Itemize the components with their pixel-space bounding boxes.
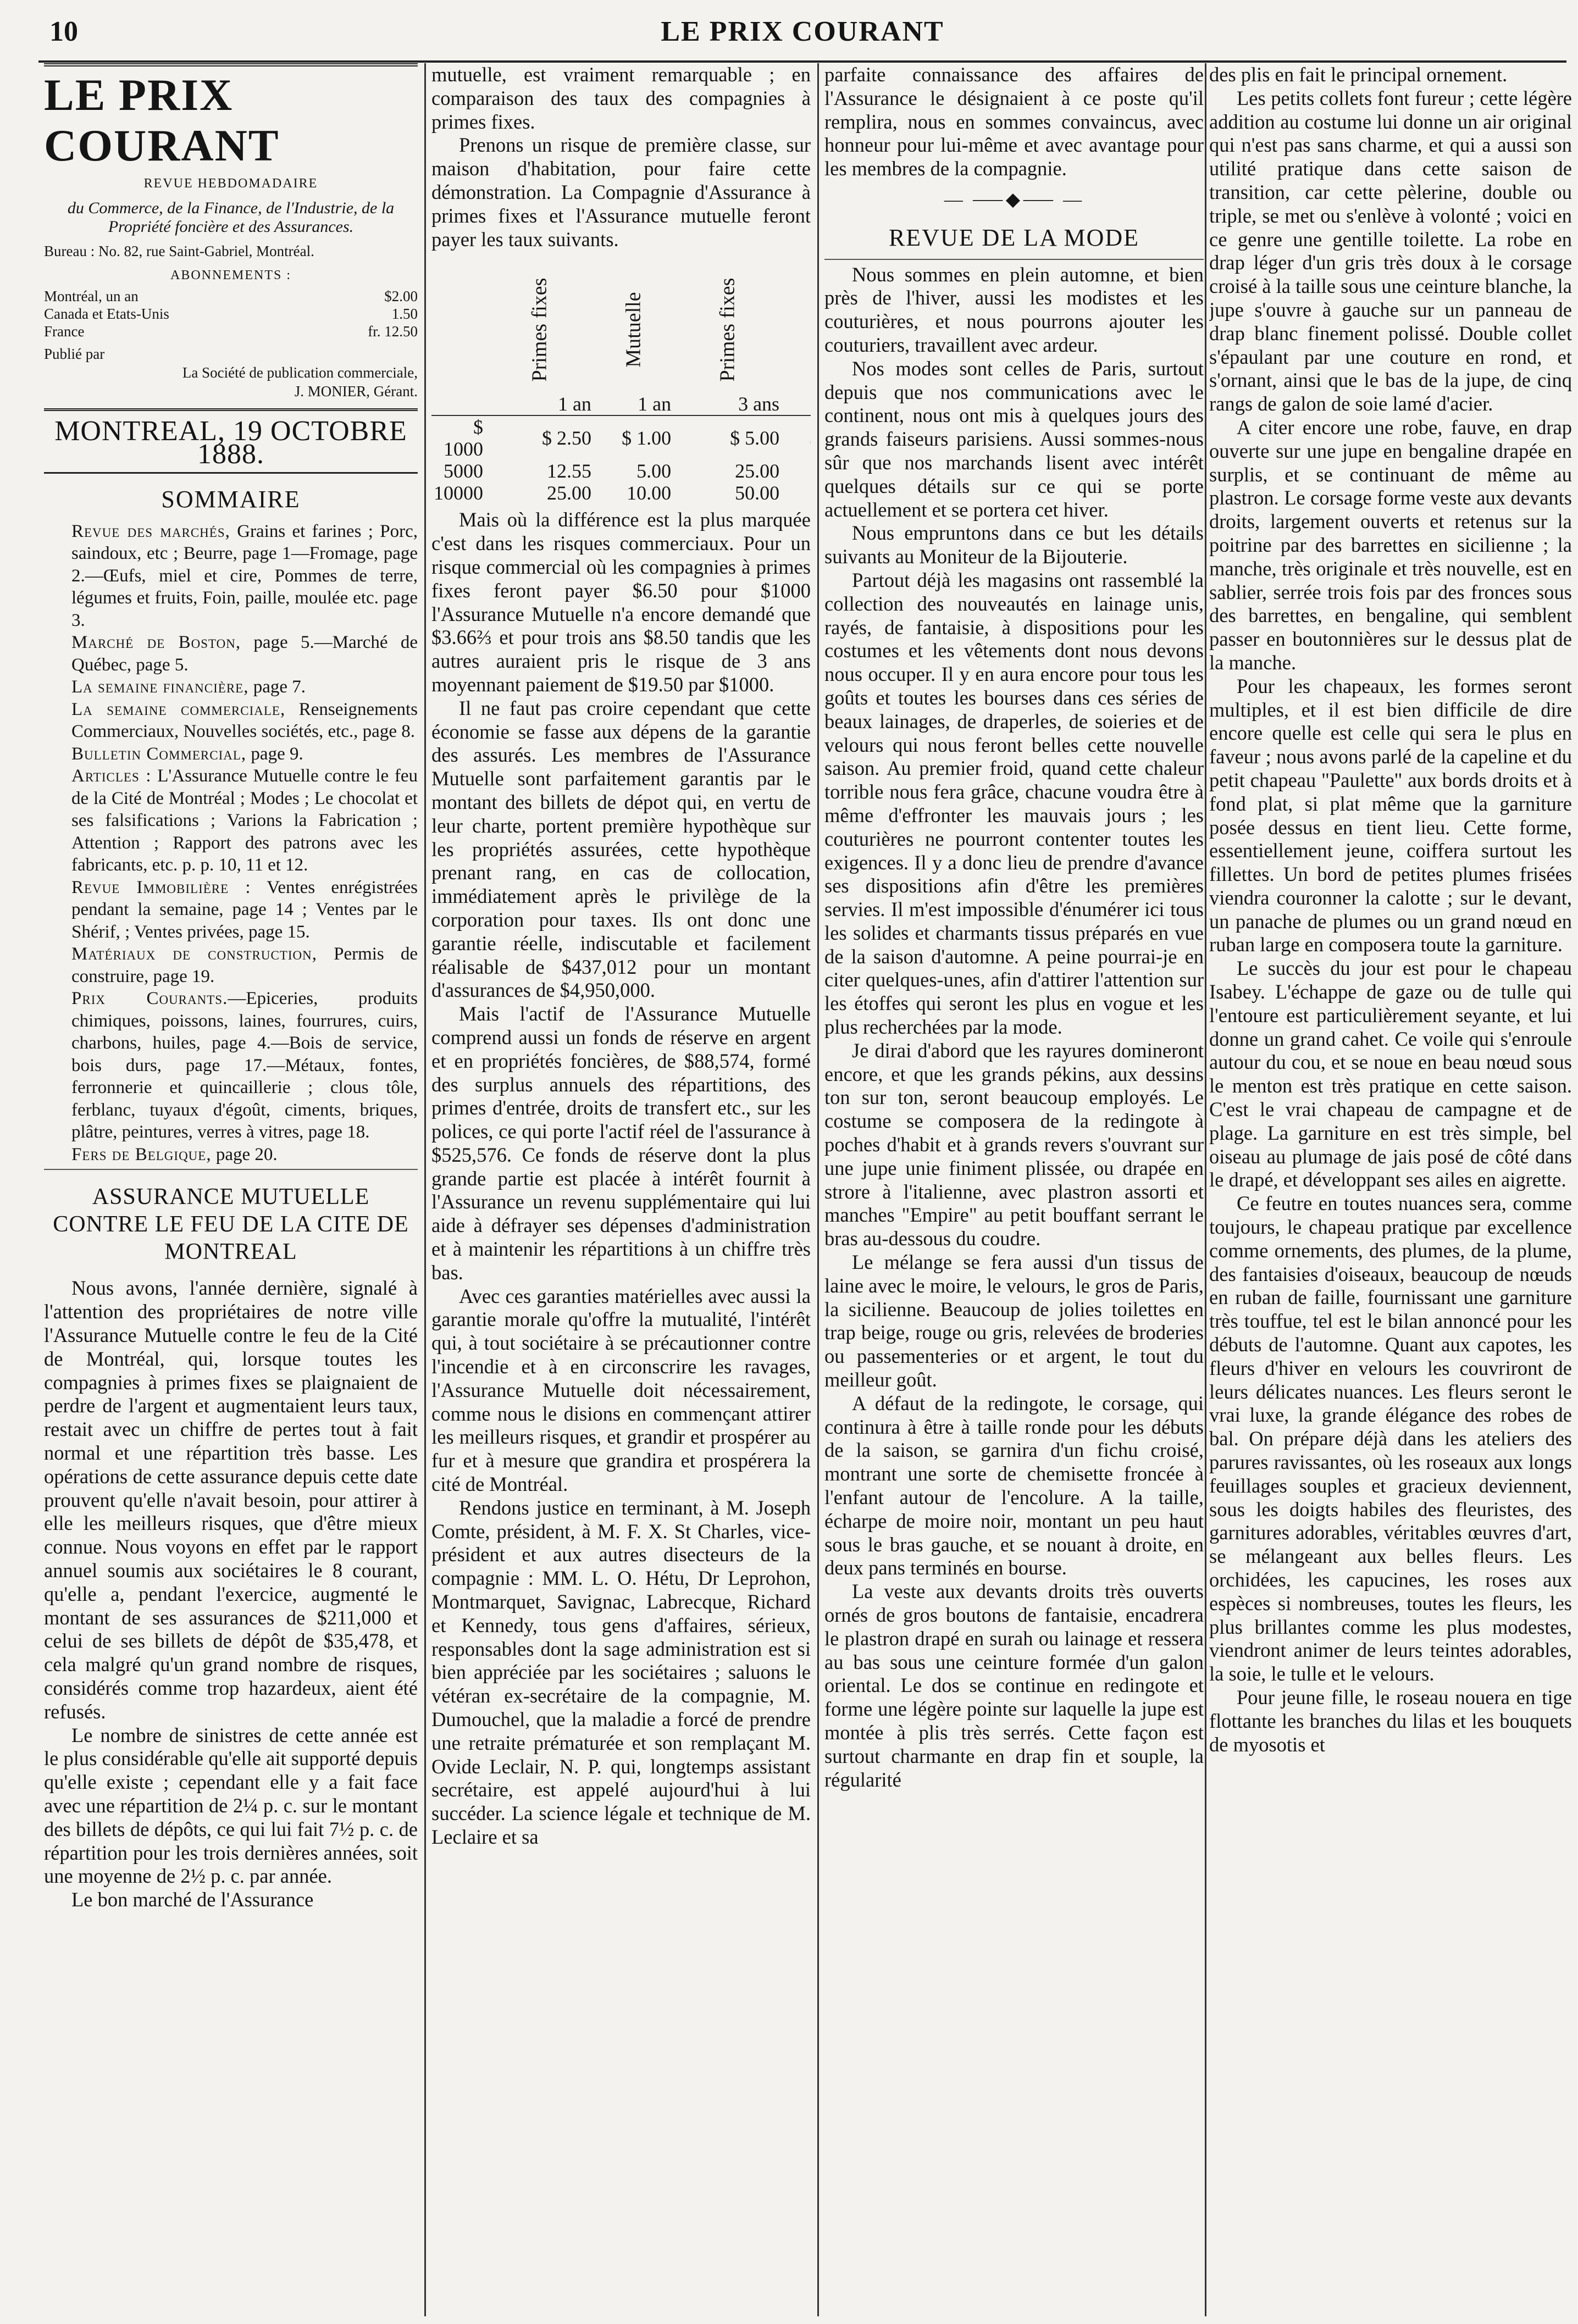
paragraph: Pour jeune fille, le roseau nouera en tige flottante les branches du lilas et les bouquets de myosotis et	[1209, 1685, 1572, 1756]
subscription-rate	[44, 323, 418, 340]
table-header-cell: Primes fixes	[716, 278, 739, 382]
divider	[824, 259, 1204, 260]
paragraph: Mais où la différence est la plus marquée c'est dans les risques commerciaux. Pour un risque commercial où les compagnies à primes fixes feront payer $6.50 pour $1000 l'Assurance Mutuelle n'a encore demandé que $3.66⅔ et pour trois ans $8.50 tandis que les autres auraient pris le risque de 3 ans moyennant paiement de $19.50 par $1000.	[431, 508, 811, 696]
paragraph: Nous empruntons dans ce but les détails suivants au Moniteur de la Bijouterie.	[824, 522, 1204, 568]
sommaire-item-lead: La semaine commerciale,	[71, 699, 286, 719]
sommaire-item-text: —Epiceries, produits chimiques, poissons, laines, fourrures, cuirs, charbons, huiles, page 4.—Bois de service, bois durs, page 17.—Métaux, fontes, ferronnerie et quincaillerie ; clous tôle, ferblanc, tuyaux d'égoût, ciments, briques, plâtre, peintures, verres à vitres, page 18.	[71, 989, 418, 1142]
table-header-cell: Primes fixes	[528, 278, 551, 382]
rates-table	[431, 256, 811, 504]
rate-place: Canada et Etats-Unis	[44, 305, 169, 322]
masthead-subtitle: REVUE HEBDOMADAIRE	[143, 176, 318, 191]
paragraph: Il ne faut pas croire cependant que cette économie se fasse aux dépens de la garantie des assurés. Les membres de l'Assurance Mutuelle sont parfaitement garantis par le montant des billets de dépot qui, en vertu de leur charte, portent première hypothèque sur les propriétés assurées, cette hypothèque prenant rang, en cas de collocation, immédiatement après le privilège de la corporation pour taxes. Ils ont donc une garantie réelle, indiscutable et facilement réalisable de $437,012 pour un montant d'assurances de $4,950,000.	[431, 696, 811, 1002]
column-1	[44, 63, 418, 2316]
sommaire-item-text: L'Assurance Mutuelle contre le feu de la Cité de Montréal ; Modes ; Le chocolat et ses falsifications ; Varions la Fabrication ; Attention ; Rapport des patrons avec les fabricants, etc. p. p. 10, 11 et 12.	[71, 766, 418, 875]
rate-place: France	[44, 323, 85, 340]
rate-price: $2.00	[384, 287, 418, 304]
publisher-label: Publié par	[44, 345, 105, 362]
sommaire-item-lead: Matériaux de construction,	[71, 944, 318, 964]
rate-place: Montréal, un an	[44, 287, 139, 304]
column-3	[824, 63, 1204, 2316]
masthead-description: du Commerce, de la Finance, de l'Industrie, de la Propriété foncière et des Assurances.	[67, 198, 395, 236]
assurance-heading: ASSURANCE MUTUELLE CONTRE LE FEU DE LA CITE DE MONTREAL	[53, 1184, 409, 1265]
sommaire-item	[44, 1144, 418, 1166]
sommaire-item-text: Ventes enrégistrées pendant la semaine, page 14 ; Ventes par le Shérif, ; Ventes privées, page 15.	[71, 877, 418, 942]
paragraph: Le succès du jour est pour le chapeau Isabey. L'échappe de gaze ou de tulle qui l'entoure est particulièrement seyante, et lui donne un grand cahet. Ce voile qui s'enroule autour du cou, et se noue en beau nœud sous le menton est très pratique en cette saison. C'est le vrai chapeau de campagne et de plage. La garniture en est très simple, bel oiseau au plumage de jais posé de côté dans le drapé, et développant ses ailes en aigrette.	[1209, 957, 1572, 1191]
paragraph: A défaut de la redingote, le corsage, qui continura à être à taille ronde pour les débuts de la saison, se garnira d'un fichu croisé, montrant une sorte de chemisette froncée à l'enfant autour de l'encolure. A la taille, écharpe de moire noir, montant un peu haut sous le bras gauche, et se nouant à droite, en deux pans terminés en bourse.	[824, 1391, 1204, 1579]
page-number: 10	[49, 16, 78, 47]
table-row	[431, 415, 811, 460]
sommaire-item	[44, 988, 418, 1144]
sommaire-item-lead: Bulletin Commercial,	[71, 744, 247, 764]
table-cell: 50.00	[735, 482, 780, 504]
sommaire-item-text: page 7.	[248, 677, 306, 697]
table-cell: $ 1.00	[622, 427, 672, 450]
paragraph: Je dirai d'abord que les rayures domineront encore, et que les grands pékins, aux dessins ton sur ton, seront beaucoup employés. Le costume se composera de la redingote à poches d'habit et à grands revers s'ouvrant sur une jupe unie finiment plissée, ou drapée en strore à l'italienne, avec plastron assorti et manches "Empire" au petit bouffant serrant le bras au-dessous du coudre.	[824, 1039, 1204, 1250]
table-cell: $ 2.50	[541, 427, 591, 450]
divider	[44, 1169, 418, 1170]
mode-text-col3	[824, 263, 1204, 1792]
table-cell: $ 5.00	[730, 427, 780, 450]
paragraph: Mais l'actif de l'Assurance Mutuelle comprend aussi un fonds de réserve en argent et en propriétés foncières, de $88,574, formé des surplus annuels des répartitions, des primes d'entrée, droits de transfert etc., sur les polices, ce qui porte l'actif réel de l'assurance à $525,576. Ce fonds de réserve dont la plus grande partie est placée à intérêt fournit à l'Assurance un revenu supplémentaire qui lui aide à défrayer ses dépenses d'administration et à maintenir les répartitions à un chiffre très bas.	[431, 1002, 811, 1284]
paragraph: Avec ces garanties matérielles avec aussi la garantie morale qu'offre la mutualité, l'intérêt qui, à tout sociétaire à se précautionner contre l'incendie et à en circonscrire les ravages, l'Assurance Mutuelle doit nécessairement, comme nous le disions en commençant attirer les meilleurs risques, et grandir et prospérer au fur et à mesure que grandira et prospérera la cité de Montréal.	[431, 1284, 811, 1496]
table-cell	[782, 393, 811, 415]
running-head	[38, 11, 1566, 63]
paragraph: La veste aux devants droits très ouverts ornés de gros boutons de fantaisie, encadrera le plastron drapé en surah ou lainage et ressera au bas sous une ceinture formée d'un galon oriental. Le dos se continue en redingote et forme une légère pointe sur laquelle la jupe est montée à plis très serrés. Cette façon est surtout charmante en drap fin et souple, la régularité	[824, 1580, 1204, 1791]
paragraph: Le bon marché de l'Assurance	[71, 1888, 314, 1911]
paragraph: Rendons justice en terminant, à M. Joseph Comte, président, à M. F. X. St Charles, vice-président et aux autres disecteurs de la compagnie : MM. L. O. Hétu, Dr Leprohon, Montmarquet, Savignac, Labrecque, Richard et Kennedy, tous gens d'affaires, sérieux, responsables dont la sage administration est si bien appréciée par les sociétaires ; saluons le vétéran ex-secrétaire de la compagnie, M. Dumouchel, que la maladie a forcé de prendre une retraite prématurée et son remplaçant M. Ovide Leclair, N. P. qui, longtemps assistant secrétaire, est appelé aujourd'hui à lui succéder. La science légale et technique de M. Leclaire et sa	[431, 1496, 811, 1848]
sommaire-item	[44, 698, 418, 743]
paragraph: Le nombre de sinistres de cette année est le plus considérable qu'elle ait supporté depuis qu'elle existe ; cependant elle y a fait face avec une répartition de 2¼ p. c. sur le montant des billets de dépôts, ce qui lui fait 7½ p. c. de répartition pour les trois dernières années, soit une moyenne de 2½ p. c. par année.	[44, 1723, 418, 1888]
paragraph: Nos modes sont celles de Paris, surtout depuis que nos communications avec le continent, nous ont mis à quelques jours des grands faiseurs parisiens. Aussi sommes-nous sûr que nos marchands lisent avec intérêt quelques détails sur ce qui se porte actuellement et se portera cet hiver.	[824, 357, 1204, 521]
column-rule	[817, 63, 819, 2316]
sommaire-item-text: page 20.	[211, 1144, 278, 1164]
masthead	[44, 63, 418, 236]
masthead-name: LE PRIX COURANT	[44, 70, 280, 170]
table-cell: 1 an	[557, 393, 591, 415]
paragraph: Nous sommes en plein automne, et bien près de l'hiver, aussi les modistes et les couturières, et nous pourrons ajouter les couturiers, travaillent avec ardeur.	[824, 263, 1204, 356]
sommaire-item-text: page 5.—Marché de Québec, page 5.	[71, 633, 418, 675]
sommaire-item	[44, 765, 418, 877]
table-cell	[782, 460, 811, 482]
running-head-title: LE PRIX COURANT	[661, 16, 944, 47]
paragraph: Le mélange se fera aussi d'un tissus de laine avec le moire, le velours, le gros de Paris, la sicilienne. Beaucoup de jolies toilettes en trap beige, rouge ou gris, relevées de broderies ou passementeries or et argent, le tout du meilleur goût.	[824, 1251, 1204, 1391]
sommaire-item-lead: La semaine financière,	[71, 677, 249, 697]
mode-text-col4	[1209, 63, 1572, 1756]
column-rule	[1205, 63, 1206, 2316]
sommaire-item-text: Permis de construire, page 19.	[71, 944, 418, 986]
table-cell: 25.00	[735, 460, 780, 482]
table-cell: $ 1000	[444, 416, 483, 461]
sommaire-item	[44, 877, 418, 944]
assurance-text-col2	[431, 508, 811, 1849]
table-header-cell: Mutuelle	[622, 292, 645, 368]
table-cell	[782, 482, 811, 504]
publisher-name: La Société de publication commerciale,	[182, 364, 418, 381]
paragraph: Partout déjà les magasins ont rassemblé la collection des nouveautés en lainage unis, rayés, de fantaisie, à dispositions pour les costumes et les vêtements dont nous devons nous occuper. Il y en aura encore pour tous les goûts et toutes les bourses dans ces séries de beaux lainages, de draperles, de soieries et de velours qui nous feront belles cette nouvelle saison. Au premier froid, quand cette chaleur torrible nous fera grâce, chacune voudra être à même d'effronter les mauvais jours ; les couturières ne pourront contenter toutes les exigences. Il y a donc lieu de prendre d'avance ses dispositions afin d'être les premières servies. Il m'est impossible d'énumérer ici tous les solides et charmants tissus préparés en vue de la saison d'automne. A peine pourrai-je en citer quelques-unes, afin d'attirer l'attention sur les étoffes qui seront les plus en vogue et les plus recherchées par la mode.	[824, 568, 1204, 1039]
sommaire-item-lead: Revue des marchés,	[71, 521, 230, 541]
table-period-row	[431, 393, 811, 415]
dateline: MONTREAL, 19 OCTOBRE 1888.	[44, 408, 418, 474]
table-cell: 12.55	[546, 460, 591, 482]
sommaire-item	[44, 743, 418, 766]
sommaire-heading: SOMMAIRE	[161, 486, 301, 513]
sommaire-item	[44, 676, 418, 698]
table-cell	[782, 415, 811, 460]
sommaire-item-text: Grains et farines ; Porc, saindoux, etc ; Beurre, page 1—Fromage, page 2.—Œufs, miel et cire, Pommes de terre, légumes et fruits, Foin, paille, moulée etc. page 3.	[71, 521, 418, 630]
paragraph: Ce feutre en toutes nuances sera, comme toujours, le chapeau pratique par excellence comme ornements, des plumes, de la plume, des fantaisies d'oiseaux, beaucoup de nœuds en ruban de faille, fournissant une garniture très touffue, tel est le bilan annoncé pour les débuts de l'automne. Quant aux capotes, les fleurs d'hiver en velours les couvriront de leurs délicates nuances. Les fleurs seront le vrai luxe, la grande élégance des robes de bal. On prépare déjà dans les ateliers des parures ravissantes, où les roseaux aux longs feuillages souples et gracieux deviennent, sous les doigts habiles des fleuristes, des garnitures adorables, véritables œuvres d'art, se mélangeant aux belles fleurs. Les orchidées, les capucines, les roses aux espèces si nombreuses, toutes les fleurs, les plus brillantes comme les plus modestes, viendront animer de leurs teintes adorables, la soie, le tulle et le velours.	[1209, 1192, 1572, 1685]
column-rule	[424, 63, 426, 2316]
sommaire-item-lead: Fers de Belgique,	[71, 1144, 212, 1164]
table-row	[431, 460, 811, 482]
rates-body	[431, 415, 811, 504]
paragraph: A citer encore une robe, fauve, en drap ouverte sur une jupe en bengaline drapée en surplis, et se continuant de même au plastron. Le corsage forme veste aux devants droits, largement ouverts et retenus sur la poitrine par des barrettes en sicilienne ; la manche, très originale et très nouvelle, est en sablier, serrée trois fois par des fronces sous des barrettes, en bengaline, qui semblent passer en boutonnières sur le dessus plat de la manche.	[1209, 415, 1572, 674]
subscription-rate	[44, 287, 418, 305]
rate-price: fr. 12.50	[368, 323, 418, 340]
ornament-divider: — ⸺◆⸺ —	[944, 189, 1084, 210]
subscriptions-label: ABONNEMENTS :	[170, 268, 291, 282]
paragraph: des plis en fait le principal ornement.	[1209, 63, 1508, 86]
column-4	[1209, 63, 1572, 2316]
sommaire-list	[44, 520, 418, 1166]
manager-name: J. MONIER, Gérant.	[294, 382, 418, 400]
paragraph: mutuelle, est vraiment remarquable ; en comparaison des taux des compagnies à primes fixes.	[431, 63, 811, 133]
sommaire-item	[44, 631, 418, 676]
mode-heading: REVUE DE LA MODE	[888, 224, 1140, 251]
sommaire-item-text: Renseignements Commerciaux, Nouvelles sociétés, etc., page 8.	[71, 699, 418, 742]
paragraph: Les petits collets font fureur ; cette légère addition au costume lui donne un air original qui n'est pas sans charme, et qui a aussi son utilité pratique dans cette saison de transition, car cette pèlerine, double ou triple, se met ou s'enlève à volonté ; voici en ce genre une gentille toilette. La robe en drap léger d'un gris très doux à le corsage croisé à la taille sous une ceinture blanche, la jupe s'ouvre à gauche sur un panneau de drap blanc finement polissé. Double collet s'épaulant par une couture en rond, et s'ornant, ainsi que le bas de la jupe, de cinq rangs de galon de soie lamé d'acier.	[1209, 86, 1572, 415]
table-header-row	[431, 256, 811, 393]
table-cell: 5000	[444, 460, 483, 482]
table-cell: 3 ans	[738, 393, 780, 415]
sommaire-item-lead: Marché de Boston,	[71, 633, 241, 653]
table-cell: 5.00	[636, 460, 672, 482]
subscription-rate	[44, 305, 418, 323]
table-header-cell	[782, 256, 811, 393]
table-cell: 10000	[434, 482, 483, 504]
table-row	[431, 482, 811, 504]
paragraph: parfaite connaissance des affaires de l'Assurance le désignaient à ce poste qu'il remplira, nous en sommes convaincus, avec honneur pour lui-même et avec avantage pour les membres de la compagnie.	[824, 63, 1204, 180]
paragraph: Prenons un risque de première classe, sur maison d'habitation, pour faire cette démonstration. La Compagnie d'Assurance à primes fixes et l'Assurance mutuelle feront payer les taux suivants.	[431, 134, 811, 251]
bureau-address: Bureau : No. 82, rue Saint-Gabriel, Montréal.	[44, 242, 314, 259]
sommaire-item-lead: Revue Immobilière :	[71, 877, 251, 897]
sommaire-item-lead: Prix Courants.	[71, 989, 228, 1009]
column-2	[431, 63, 811, 2316]
sommaire-item-text: page 9.	[246, 744, 303, 764]
sommaire-item	[44, 520, 418, 632]
publisher-block	[44, 345, 418, 401]
table-header-cell	[431, 256, 485, 393]
paragraph: Nous avons, l'année dernière, signalé à l'attention des propriétaires de notre ville l'Assurance Mutuelle contre le feu de la Cité de Montréal, qui, lorsque toutes les compagnies à primes fixes se plaignaient de perdre de l'argent et augmentaient leurs taux, restait avec un chiffre de pertes tout à fait normal et une répartition très basse. Les opérations de cette assurance depuis cette date prouvent qu'elle n'avait besoin, pour attirer à elle les meilleurs risques, que d'être mieux connue. Nous voyons en effet par le rapport annuel soumis aux sociétaires le 8 courant, qu'elle a, pendant l'exercice, augmenté le montant de ses assurances de $211,000 et celui de ses billets de dépôt de $35,478, et cela malgré qu'un grand nombre de risques, considérés comme trop hazardeux, aient été refusés.	[44, 1277, 418, 1723]
sommaire-item	[44, 943, 418, 988]
rate-price: 1.50	[391, 305, 418, 322]
table-cell: 25.00	[546, 482, 591, 504]
paragraph: Pour les chapeaux, les formes seront multiples, et il est bien difficile de dire encore quelle est celle qui sera le plus en faveur ; nous avons parlé de la capeline et du petit chapeau "Paulette" aux bords droits et à fond plat, si plat même que la garniture posée dessus en tient lieu. Cette forme, essentiellement jeune, coiffera surtout les fillettes. Un bord de petites plumes frisées viendra couronner la calotte ; sur le devant, un panache de plumes ou un grand nœud en ruban large en composera toute la garniture.	[1209, 674, 1572, 956]
sommaire-item-lead: Articles :	[71, 766, 152, 786]
assurance-text-col1	[44, 1277, 418, 1912]
table-cell: 1 an	[638, 393, 672, 415]
table-cell: 10.00	[627, 482, 672, 504]
